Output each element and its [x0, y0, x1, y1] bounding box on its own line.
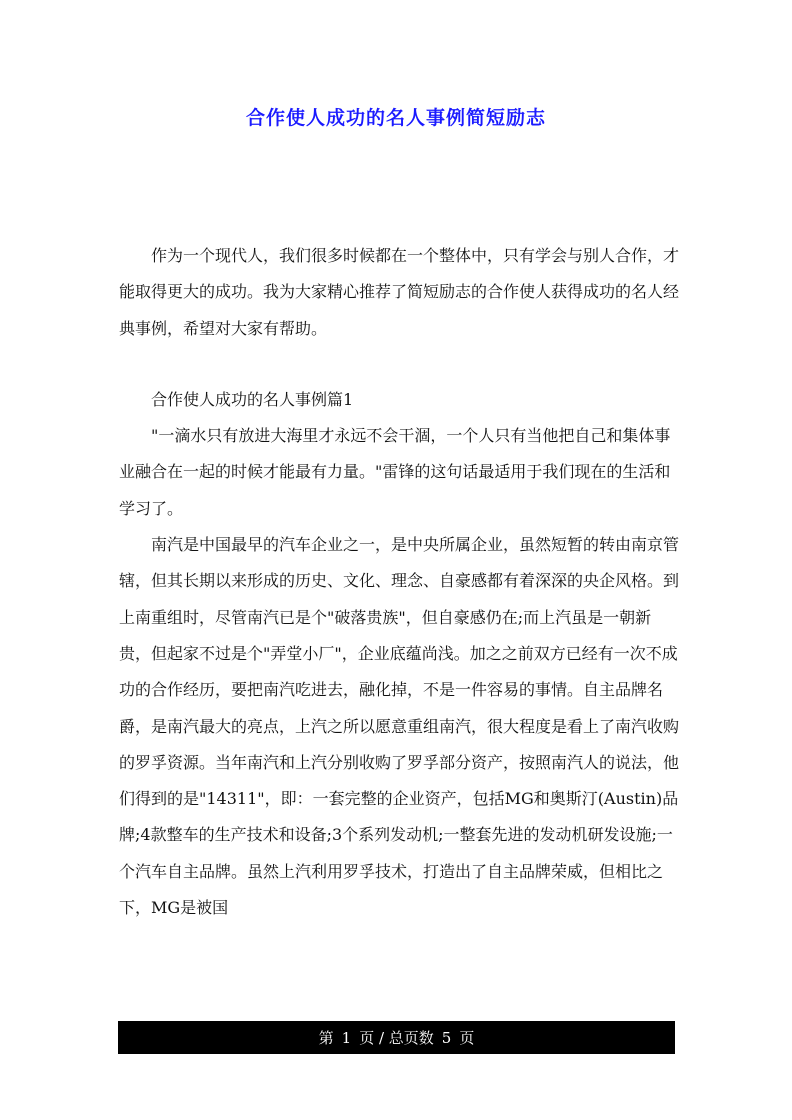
document-body: [119, 238, 679, 926]
footer-mid: 页 / 总页数: [359, 1029, 434, 1047]
paragraph-2: 南汽是中国最早的汽车企业之一，是中央所属企业，虽然短暂的转由南京管辖，但其长期以来形成的历史、文化、理念、自豪感都有着深深的央企风格。到上南重组时，尽管南汽已是个"破落贵族"，但自豪感仍在;而上汽虽是一朝新贵，但起家不过是个"弄堂小厂"，企业底蕴尚浅。加之之前双方已经有一次不成功的合作经历，要把南汽吃进去，融化掉，不是一件容易的事情。自主品牌名爵，是南汽最大的亮点，上汽之所以愿意重组南汽，很大程度是看上了南汽收购的罗孚资源。当年南汽和上汽分别收购了罗孚部分资产，按照南汽人的说法，他们得到的是"14311"，即：一套完整的企业资产，包括MG和奥斯汀(Austin)品牌;4款整车的生产技术和设备;3个系列发动机;一整套先进的发动机研发设施;一个汽车自主品牌。虽然上汽利用罗孚技术，打造出了自主品牌荣威，但相比之下，MG是被国: [119, 535, 680, 918]
document-title: 合作使人成功的名人事例简短励志: [245, 107, 546, 129]
page-footer: [118, 1021, 675, 1054]
footer-page-number: 1: [341, 1028, 352, 1047]
section-heading: 合作使人成功的名人事例篇1: [151, 389, 354, 409]
footer-total-pages: 5: [441, 1028, 452, 1047]
footer-prefix: 第: [318, 1029, 334, 1047]
spacer: [119, 347, 679, 382]
footer-suffix: 页: [459, 1029, 475, 1047]
intro-paragraph: 作为一个现代人，我们很多时候都在一个整体中，只有学会与别人合作，才能取得更大的成功。我为大家精心推荐了简短励志的合作使人获得成功的名人经典事例，希望对大家有帮助。: [119, 246, 680, 338]
paragraph-1: "一滴水只有放进大海里才永远不会干涸，一个人只有当他把自己和集体事业融合在一起的时候才能最有力量。"雷锋的这句话最适用于我们现在的生活和学习了。: [119, 426, 671, 518]
